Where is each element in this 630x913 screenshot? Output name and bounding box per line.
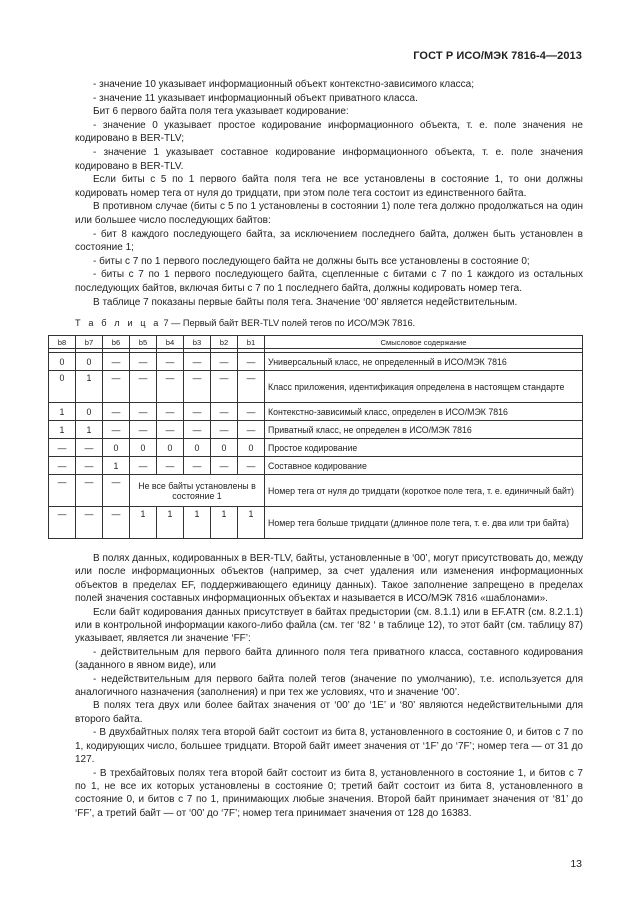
cell-meaning: Номер тега больше тридцати (длинное поле тега, т. е. два или три байта) (265, 507, 583, 539)
cell-b5: — (130, 371, 157, 403)
table-caption-prefix: Т а б л и ц а (75, 318, 161, 328)
cell-b2: — (211, 403, 238, 421)
table-caption (75, 318, 415, 328)
cell-b8: — (49, 507, 76, 539)
cell-b7: 0 (76, 403, 103, 421)
cell-b7: 1 (76, 421, 103, 439)
cell-b6: — (103, 371, 130, 403)
cell-b6: 1 (103, 457, 130, 475)
table-row (49, 439, 583, 457)
cell-b3: — (184, 457, 211, 475)
cell-b2: — (211, 457, 238, 475)
cell-b7: 1 (76, 371, 103, 403)
cell-b2: 1 (211, 507, 238, 539)
table-row (49, 421, 583, 439)
paragraph: - В двухбайтных полях тега второй байт состоит из бита 8, установленного в состояние 0, и битов с 7 по 1, кодирующих число, большее тридцати. Второй байт имеет значения от ‘1F’ до ‘7F’; номер тега — от 31 до 127. (75, 727, 583, 766)
cell-b4: — (157, 421, 184, 439)
cell-b5: 1 (130, 507, 157, 539)
cell-b1: — (238, 371, 265, 403)
cell-b4: — (157, 371, 184, 403)
cell-b8: 0 (49, 371, 76, 403)
table-row (49, 403, 583, 421)
cell-b3: — (184, 421, 211, 439)
table-header-row (49, 336, 583, 349)
cell-b4: — (157, 457, 184, 475)
paragraph: - биты с 7 по 1 первого последующего байта, сцепленные с битами с 7 по 1 каждого из остальных последующих байтов, включая биты с 7 по 1 последнего байта, должны кодировать номер тега. (75, 269, 583, 294)
cell-meaning: Контекстно-зависимый класс, определен в ИСО/МЭК 7816 (265, 403, 583, 421)
paragraph: В полях тега двух или более байтах значения от ‘00’ до ‘1E’ и ‘80’ являются недействительными для второго байта. (75, 700, 583, 725)
paragraph: - значение 11 указывает информационный объект приватного класса. (93, 92, 418, 104)
cell-b7: — (76, 439, 103, 457)
body-text-top (75, 78, 583, 309)
paragraph: - В трехбайтовых полях тега второй байт состоит из бита 8, установленного в состояние 1, и битов с 7 по 1, не все их которых установлены в состояние 0; третий байт состоит из бита 8, установленного в состояние 0, и битов с 7 по 1, принимающих любые значения. Второй байт принимает значения от ‘81’ до ‘FF’, а третий байт — от ‘00’ до ‘7F’; номер тега принимает значения от 128 до 16383. (75, 767, 583, 819)
cell-b3: — (184, 353, 211, 371)
cell-b5: — (130, 457, 157, 475)
cell-b6: — (103, 353, 130, 371)
header-cell: Смысловое содержание (265, 336, 583, 349)
header-cell: b1 (238, 336, 265, 349)
cell-b5: 0 (130, 439, 157, 457)
table-row (49, 475, 583, 507)
cell-b7: — (76, 507, 103, 539)
paragraph: В полях данных, кодированных в BER-TLV, байты, установленные в ‘00’, могут присутствовать до, между или после информационных объектов (например, за счет удаления или изменения информационных объектов в пределах EF, поддерживающего единицу данных). Такое заполнение запрещено в пределах полей значения составных информационных объектах и называется в ИСО/МЭК 7816 «шаблонами». (75, 553, 583, 605)
table-row (49, 457, 583, 475)
cell-b6: 0 (103, 439, 130, 457)
cell-b6: — (103, 507, 130, 539)
cell-b7: — (76, 457, 103, 475)
cell-b6: — (103, 403, 130, 421)
header-cell: b5 (130, 336, 157, 349)
cell-b6: — (103, 421, 130, 439)
cell-merged-bits: Не все байты установлены в состояние 1 (130, 475, 265, 507)
standard-header: ГОСТ Р ИСО/МЭК 7816-4—2013 (413, 50, 582, 62)
cell-b1: — (238, 353, 265, 371)
cell-b3: 0 (184, 439, 211, 457)
cell-b5: — (130, 421, 157, 439)
cell-b1: — (238, 421, 265, 439)
cell-b1: — (238, 457, 265, 475)
paragraph: В таблице 7 показаны первые байты поля тега. Значение ‘00’ является недействительным. (93, 296, 518, 308)
cell-b4: — (157, 353, 184, 371)
cell-b2: 0 (211, 439, 238, 457)
header-cell: b3 (184, 336, 211, 349)
cell-b8: 1 (49, 403, 76, 421)
cell-b7: — (76, 475, 103, 507)
cell-b1: 0 (238, 439, 265, 457)
cell-b3: — (184, 403, 211, 421)
cell-b4: — (157, 403, 184, 421)
page-number: 13 (570, 858, 582, 870)
cell-b7: 0 (76, 353, 103, 371)
paragraph: - значение 10 указывает информационный объект контекстно-зависимого класса; (93, 79, 474, 90)
cell-b2: — (211, 421, 238, 439)
paragraph: В противном случае (биты с 5 по 1 установлены в состоянии 1) поле тега должно продолжаться на один или большее число последующих байтов: (75, 201, 583, 226)
table-row (49, 507, 583, 539)
body-text-bottom (75, 552, 583, 820)
cell-meaning: Класс приложения, идентификация определена в настоящем стандарте (265, 371, 583, 403)
cell-b8: — (49, 439, 76, 457)
cell-b4: 1 (157, 507, 184, 539)
cell-b1: — (238, 403, 265, 421)
cell-meaning: Приватный класс, не определен в ИСО/МЭК 7816 (265, 421, 583, 439)
header-cell: b6 (103, 336, 130, 349)
header-cell: b7 (76, 336, 103, 349)
cell-meaning: Составное кодирование (265, 457, 583, 475)
table-caption-text: 7 — Первый байт BER-TLV полей тегов по ИСО/МЭК 7816. (160, 318, 416, 328)
cell-b8: 0 (49, 353, 76, 371)
cell-b1: 1 (238, 507, 265, 539)
tag-byte-table (48, 335, 583, 539)
cell-meaning: Номер тега от нуля до тридцати (короткое поле тега, т. е. единичный байт) (265, 475, 583, 507)
paragraph: - биты с 7 по 1 первого последующего байта не должны быть все установлены в состояние 0; (93, 255, 530, 267)
cell-b5: — (130, 403, 157, 421)
cell-meaning: Простое кодирование (265, 439, 583, 457)
cell-b2: — (211, 371, 238, 403)
paragraph: - недействительным для первого байта полей тегов (значение по умолчанию), т.е. используется для аналогичного назначения (заполнения) и при тех же условиях, что и значение ‘00’. (75, 673, 583, 699)
cell-b2: — (211, 353, 238, 371)
table-row (49, 353, 583, 371)
paragraph: Если байт кодирования данных присутствует в байтах предыстории (см. 8.1.1) или в EF.ATR (см. 8.2.1.1) или в контрольной информации какого-либо файла (см. тег ‘82 ‘ в таблице 12), то этот байт (см. таблицу 87) указывает, является ли значение ‘FF’: (75, 606, 583, 645)
cell-b3: 1 (184, 507, 211, 539)
cell-b8: — (49, 475, 76, 507)
paragraph: Если биты с 5 по 1 первого байта поля тега не все установлены в состояние 1, то они должны кодировать номер тега от нуля до тридцати, при этом поле тега состоит из единственного байта. (75, 174, 583, 199)
paragraph: - действительным для первого байта длинного поля тега приватного класса, составного кодирования (заданного в явном виде), или (75, 646, 583, 672)
cell-b3: — (184, 371, 211, 403)
header-cell: b2 (211, 336, 238, 349)
cell-b8: — (49, 457, 76, 475)
cell-b5: — (130, 353, 157, 371)
cell-meaning: Универсальный класс, не определенный в ИСО/МЭК 7816 (265, 353, 583, 371)
table-row (49, 371, 583, 403)
header-cell: b8 (49, 336, 76, 349)
cell-b6: — (103, 475, 130, 507)
paragraph: Бит 6 первого байта поля тега указывает кодирование: (93, 106, 349, 118)
paragraph: - значение 1 указывает составное кодирование информационного объекта, т. е. поле значения кодировано в BER-TLV. (75, 146, 583, 172)
header-cell: b4 (157, 336, 184, 349)
paragraph: - значение 0 указывает простое кодирование информационного объекта, т. е. поле значения не кодировано в BER-TLV; (75, 119, 583, 145)
cell-b8: 1 (49, 421, 76, 439)
paragraph: - бит 8 каждого последующего байта, за исключением последнего байта, должен быть установлен в состояние 1; (75, 228, 583, 254)
cell-b4: 0 (157, 439, 184, 457)
